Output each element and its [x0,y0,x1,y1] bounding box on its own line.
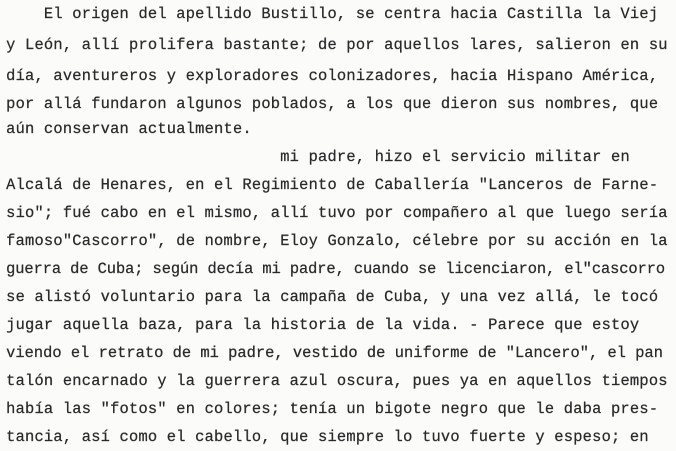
text-line: guerra de Cuba; según decía mi padre, cuando se licenciaron, el"cascorro [6,260,665,278]
text-line: había las "fotos" en colores; tenía un bigote negro que le daba pres- [6,400,659,418]
text-line: día, aventureros y exploradores colonizadores, hacia Hispano América, [6,67,659,85]
text-line: talón encarnado y la guerrera azul oscura, pues ya en aquellos tiempos [6,372,668,390]
text-line: Alcalá de Henares, en el Regimiento de Caballería "Lanceros de Farne- [6,176,659,194]
text-line: jugar aquella baza, para la historia de la vida. - Parece que estoy [6,316,640,334]
text-line: viendo el retrato de mi padre, vestido de uniforme de "Lancero", el pan [6,344,663,362]
text-line: mi padre, hizo el servicio militar en [6,148,630,166]
text-line: sio"; fué cabo en el mismo, allí tuvo por compañero al que luego sería [6,204,668,222]
text-line: y León, allí prolifera bastante; de por aquellos lares, salieron en su [6,36,668,54]
text-line: tancia, así como el cabello, que siempre lo tuvo fuerte y espeso; en [6,428,649,446]
text-line: se alistó voluntario para la campaña de Cuba, y una vez allá, le tocó [6,288,659,306]
text-line: El origen del apellido Bustillo, se centra hacia Castilla la Viej [6,5,659,23]
text-line: por allá fundaron algunos poblados, a los que dieron sus nombres, que [6,95,659,113]
text-line: aún conservan actualmente. [6,120,252,138]
text-line: famoso"Cascorro", de nombre, Eloy Gonzalo, célebre por su acción en la [6,232,668,250]
